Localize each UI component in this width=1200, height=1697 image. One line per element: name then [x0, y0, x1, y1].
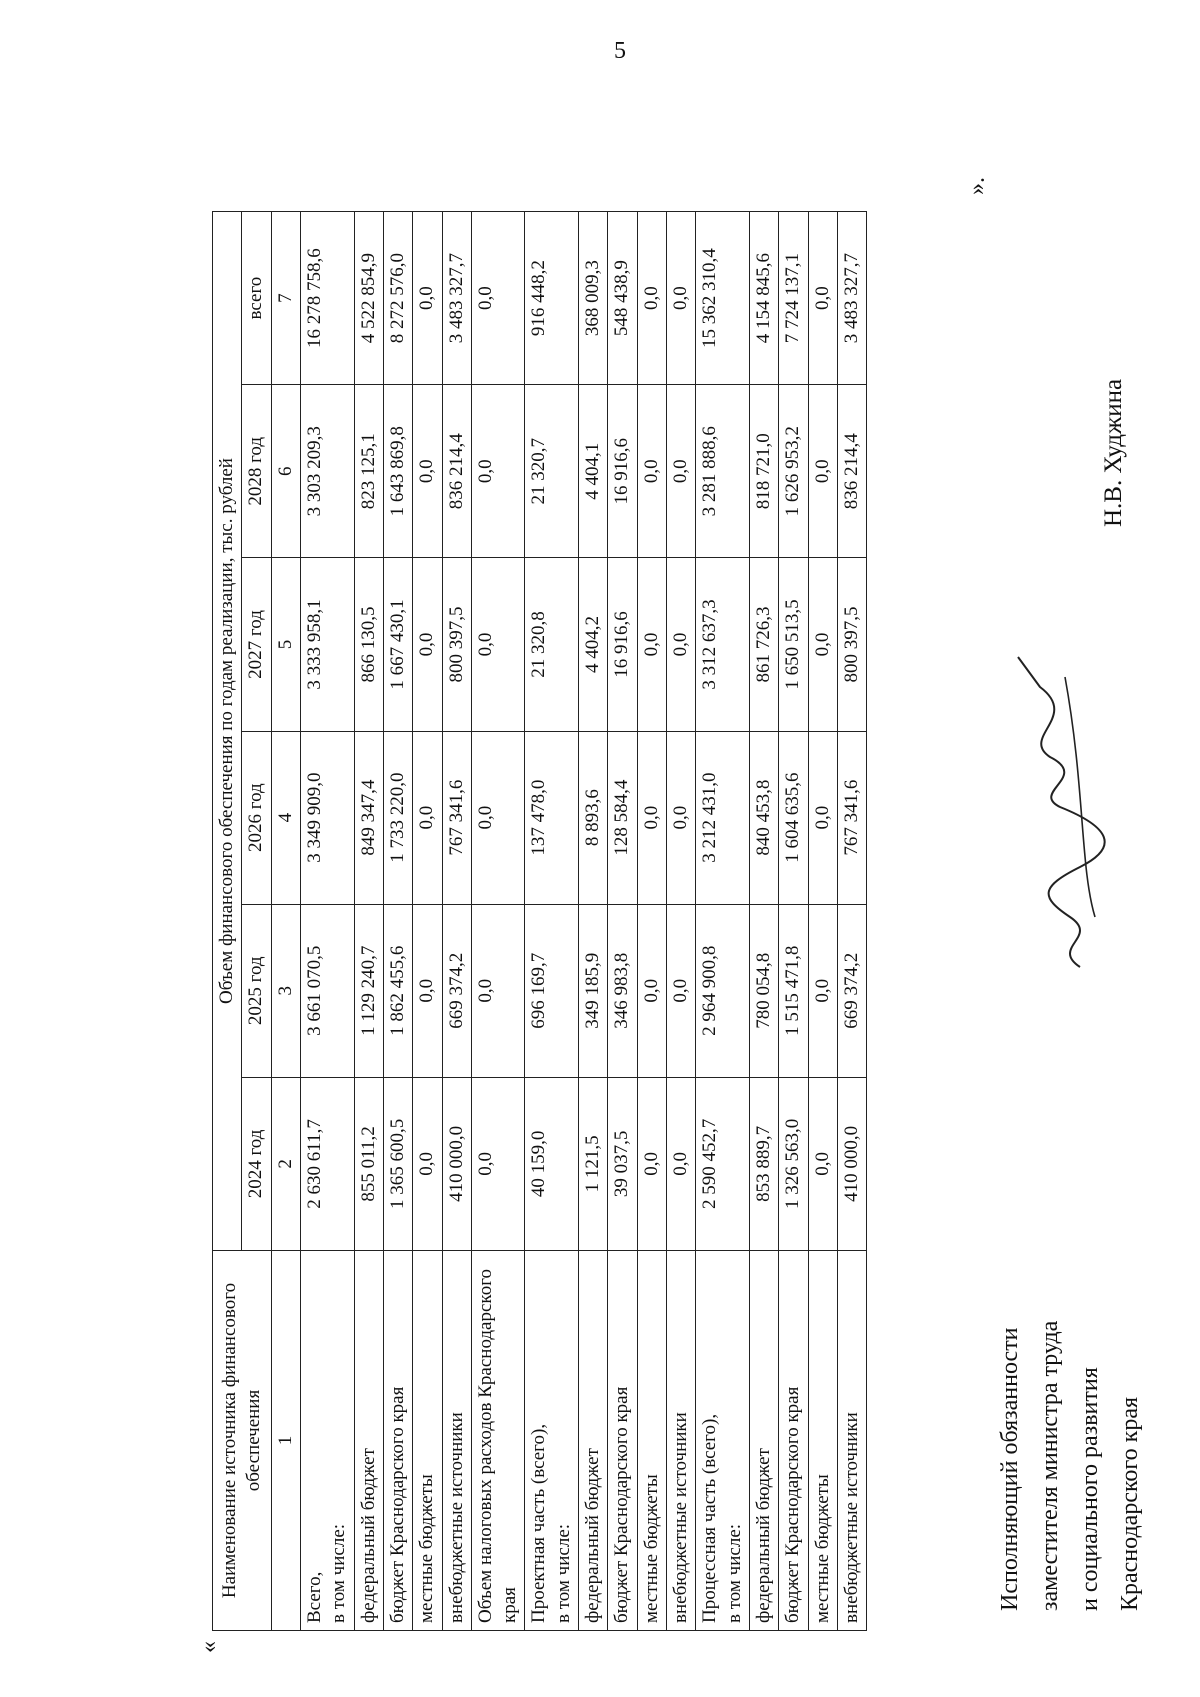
cell-value: 410 000,0 [837, 1077, 866, 1250]
table-row [749, 212, 778, 1631]
row-label [300, 1251, 354, 1631]
row-label-text: Всего, [303, 1571, 325, 1623]
header-year-1: 2025 год [242, 904, 271, 1077]
table-row [667, 212, 696, 1631]
cell-value: 7 724 137,1 [779, 212, 808, 385]
cell-value: 2 964 900,8 [696, 904, 750, 1077]
cell-value: 3 212 431,0 [696, 731, 750, 904]
cell-value: 548 438,9 [608, 212, 637, 385]
cell-value: 0,0 [471, 385, 525, 558]
row-label-text: федеральный бюджет [357, 1448, 379, 1623]
table-row [300, 212, 354, 1631]
row-label-text: Объем налоговых расходов Краснодарского края [474, 1268, 521, 1623]
table-row [837, 212, 866, 1631]
row-label-text: внебюджетные источники [445, 1412, 467, 1623]
row-label-text: Проектная часть (всего), [528, 1423, 550, 1623]
row-label [579, 1251, 608, 1631]
cell-value: 16 916,6 [608, 558, 637, 731]
cell-value: 1 121,5 [579, 1077, 608, 1250]
cell-value: 4 522 854,9 [354, 212, 383, 385]
cell-value: 0,0 [637, 558, 666, 731]
row-label [808, 1251, 837, 1631]
row-sublabel: в том числе: [723, 1523, 745, 1623]
cell-value: 855 011,2 [354, 1077, 383, 1250]
cell-value: 916 448,2 [525, 212, 579, 385]
cell-value: 0,0 [471, 1077, 525, 1250]
row-label-text: бюджет Краснодарского края [386, 1386, 408, 1623]
column-index-4: 4 [271, 731, 300, 904]
table-row [608, 212, 637, 1631]
cell-value: 767 341,6 [837, 731, 866, 904]
cell-value: 866 130,5 [354, 558, 383, 731]
header-year-0: 2024 год [242, 1077, 271, 1250]
cell-value: 349 185,9 [579, 904, 608, 1077]
position-line-2: заместителя министра труда [1037, 1320, 1063, 1611]
row-label-text: местные бюджеты [811, 1474, 833, 1623]
cell-value: 840 453,8 [749, 731, 778, 904]
cell-value: 818 721,0 [749, 385, 778, 558]
row-label-text: внебюджетные источники [840, 1412, 862, 1623]
table-row [525, 212, 579, 1631]
table-row [637, 212, 666, 1631]
cell-value: 1 650 513,5 [779, 558, 808, 731]
column-index-3: 3 [271, 904, 300, 1077]
position-line-1: Исполняющий обязанности [997, 1327, 1023, 1611]
cell-value: 137 478,0 [525, 731, 579, 904]
row-label-text: местные бюджеты [640, 1474, 662, 1623]
cell-value: 4 154 845,6 [749, 212, 778, 385]
cell-value: 0,0 [667, 1077, 696, 1250]
cell-value: 3 661 070,5 [300, 904, 354, 1077]
cell-value: 0,0 [667, 904, 696, 1077]
position-line-4: Краснодарского края [1117, 1396, 1143, 1611]
cell-value: 669 374,2 [442, 904, 471, 1077]
cell-value: 836 214,4 [837, 385, 866, 558]
cell-value: 861 726,3 [749, 558, 778, 731]
row-label [471, 1251, 525, 1631]
signer-name: Н.В. Худжина [1100, 378, 1127, 527]
cell-value: 0,0 [413, 385, 442, 558]
cell-value: 836 214,4 [442, 385, 471, 558]
header-year-5: всего [242, 212, 271, 385]
cell-value: 0,0 [667, 212, 696, 385]
closing-quote: ». [964, 177, 990, 195]
cell-value: 800 397,5 [837, 558, 866, 731]
cell-value: 3 483 327,7 [442, 212, 471, 385]
cell-value: 853 889,7 [749, 1077, 778, 1250]
rotated-page-content [0, 97, 1200, 1697]
row-label [383, 1251, 412, 1631]
cell-value: 3 312 637,3 [696, 558, 750, 731]
page-number: 5 [614, 38, 626, 64]
row-label-text: бюджет Краснодарского края [782, 1386, 804, 1623]
row-label-text: местные бюджеты [416, 1474, 438, 1623]
table-row [442, 212, 471, 1631]
cell-value: 21 320,7 [525, 385, 579, 558]
cell-value: 0,0 [808, 212, 837, 385]
cell-value: 0,0 [413, 1077, 442, 1250]
cell-value: 0,0 [667, 558, 696, 731]
cell-value: 696 169,7 [525, 904, 579, 1077]
column-index-5: 5 [271, 558, 300, 731]
financing-table [212, 211, 867, 1631]
cell-value: 0,0 [808, 731, 837, 904]
cell-value: 16 916,6 [608, 385, 637, 558]
column-index-1: 1 [271, 1251, 300, 1631]
row-label-text: Процессная часть (всего), [699, 1413, 721, 1623]
cell-value: 1 515 471,8 [779, 904, 808, 1077]
row-label [749, 1251, 778, 1631]
cell-value: 669 374,2 [837, 904, 866, 1077]
cell-value: 800 397,5 [442, 558, 471, 731]
row-label [637, 1251, 666, 1631]
cell-value: 8 893,6 [579, 731, 608, 904]
cell-value: 0,0 [471, 731, 525, 904]
cell-value: 849 347,4 [354, 731, 383, 904]
cell-value: 0,0 [808, 385, 837, 558]
cell-value: 128 584,4 [608, 731, 637, 904]
cell-value: 0,0 [667, 731, 696, 904]
financing-table-container [212, 211, 867, 1631]
header-volume-group: Объем финансового обеспечения по годам реализации, тыс. рублей [213, 212, 242, 1251]
cell-value: 0,0 [637, 1077, 666, 1250]
row-label [837, 1251, 866, 1631]
cell-value: 0,0 [667, 385, 696, 558]
cell-value: 1 667 430,1 [383, 558, 412, 731]
cell-value: 2 590 452,7 [696, 1077, 750, 1250]
cell-value: 0,0 [413, 731, 442, 904]
table-row [579, 212, 608, 1631]
table-row [471, 212, 525, 1631]
cell-value: 0,0 [413, 212, 442, 385]
cell-value: 368 009,3 [579, 212, 608, 385]
cell-value: 1 604 635,6 [779, 731, 808, 904]
row-label [354, 1251, 383, 1631]
position-line-3: и социального развития [1077, 1367, 1103, 1611]
cell-value: 0,0 [808, 1077, 837, 1250]
cell-value: 3 349 909,0 [300, 731, 354, 904]
cell-value: 780 054,8 [749, 904, 778, 1077]
column-index-6: 6 [271, 385, 300, 558]
row-label-text: бюджет Краснодарского края [611, 1386, 633, 1623]
cell-value: 1 365 600,5 [383, 1077, 412, 1250]
cell-value: 0,0 [808, 904, 837, 1077]
cell-value: 410 000,0 [442, 1077, 471, 1250]
cell-value: 3 281 888,6 [696, 385, 750, 558]
row-label [608, 1251, 637, 1631]
handwritten-signature [1010, 647, 1120, 977]
table-row [779, 212, 808, 1631]
row-sublabel: в том числе: [552, 1523, 574, 1623]
table-row [413, 212, 442, 1631]
cell-value: 767 341,6 [442, 731, 471, 904]
row-label [525, 1251, 579, 1631]
cell-value: 3 303 209,3 [300, 385, 354, 558]
cell-value: 21 320,8 [525, 558, 579, 731]
cell-value: 3 333 958,1 [300, 558, 354, 731]
cell-value: 1 626 953,2 [779, 385, 808, 558]
header-year-4: 2028 год [242, 385, 271, 558]
cell-value: 0,0 [471, 558, 525, 731]
cell-value: 0,0 [471, 212, 525, 385]
cell-value: 3 483 327,7 [837, 212, 866, 385]
cell-value: 39 037,5 [608, 1077, 637, 1250]
row-label-text: внебюджетные источники [670, 1412, 691, 1623]
column-index-2: 2 [271, 1077, 300, 1250]
table-row [354, 212, 383, 1631]
cell-value: 40 159,0 [525, 1077, 579, 1250]
row-label [779, 1251, 808, 1631]
cell-value: 2 630 611,7 [300, 1077, 354, 1250]
row-sublabel: в том числе: [328, 1523, 350, 1623]
row-label [667, 1251, 696, 1631]
cell-value: 346 983,8 [608, 904, 637, 1077]
table-row [808, 212, 837, 1631]
cell-value: 1 733 220,0 [383, 731, 412, 904]
table-row [696, 212, 750, 1631]
cell-value: 15 362 310,4 [696, 212, 750, 385]
header-year-2: 2026 год [242, 731, 271, 904]
cell-value: 4 404,1 [579, 385, 608, 558]
row-label-text: федеральный бюджет [582, 1448, 604, 1623]
cell-value: 4 404,2 [579, 558, 608, 731]
column-index-7: 7 [271, 212, 300, 385]
header-year-3: 2027 год [242, 558, 271, 731]
cell-value: 0,0 [637, 385, 666, 558]
cell-value: 1 643 869,8 [383, 385, 412, 558]
row-label [413, 1251, 442, 1631]
cell-value: 0,0 [413, 904, 442, 1077]
cell-value: 0,0 [637, 212, 666, 385]
opening-quote: « [196, 1641, 222, 1653]
cell-value: 8 272 576,0 [383, 212, 412, 385]
cell-value: 0,0 [471, 904, 525, 1077]
cell-value: 0,0 [637, 904, 666, 1077]
row-label-text: федеральный бюджет [752, 1448, 774, 1623]
cell-value: 823 125,1 [354, 385, 383, 558]
cell-value: 1 129 240,7 [354, 904, 383, 1077]
table-row [383, 212, 412, 1631]
cell-value: 1 862 455,6 [383, 904, 412, 1077]
row-label [442, 1251, 471, 1631]
cell-value: 16 278 758,6 [300, 212, 354, 385]
cell-value: 0,0 [808, 558, 837, 731]
cell-value: 0,0 [413, 558, 442, 731]
header-source-name: Наименование источника финансового обеспечения [213, 1251, 272, 1631]
cell-value: 0,0 [637, 731, 666, 904]
cell-value: 1 326 563,0 [779, 1077, 808, 1250]
row-label [696, 1251, 750, 1631]
